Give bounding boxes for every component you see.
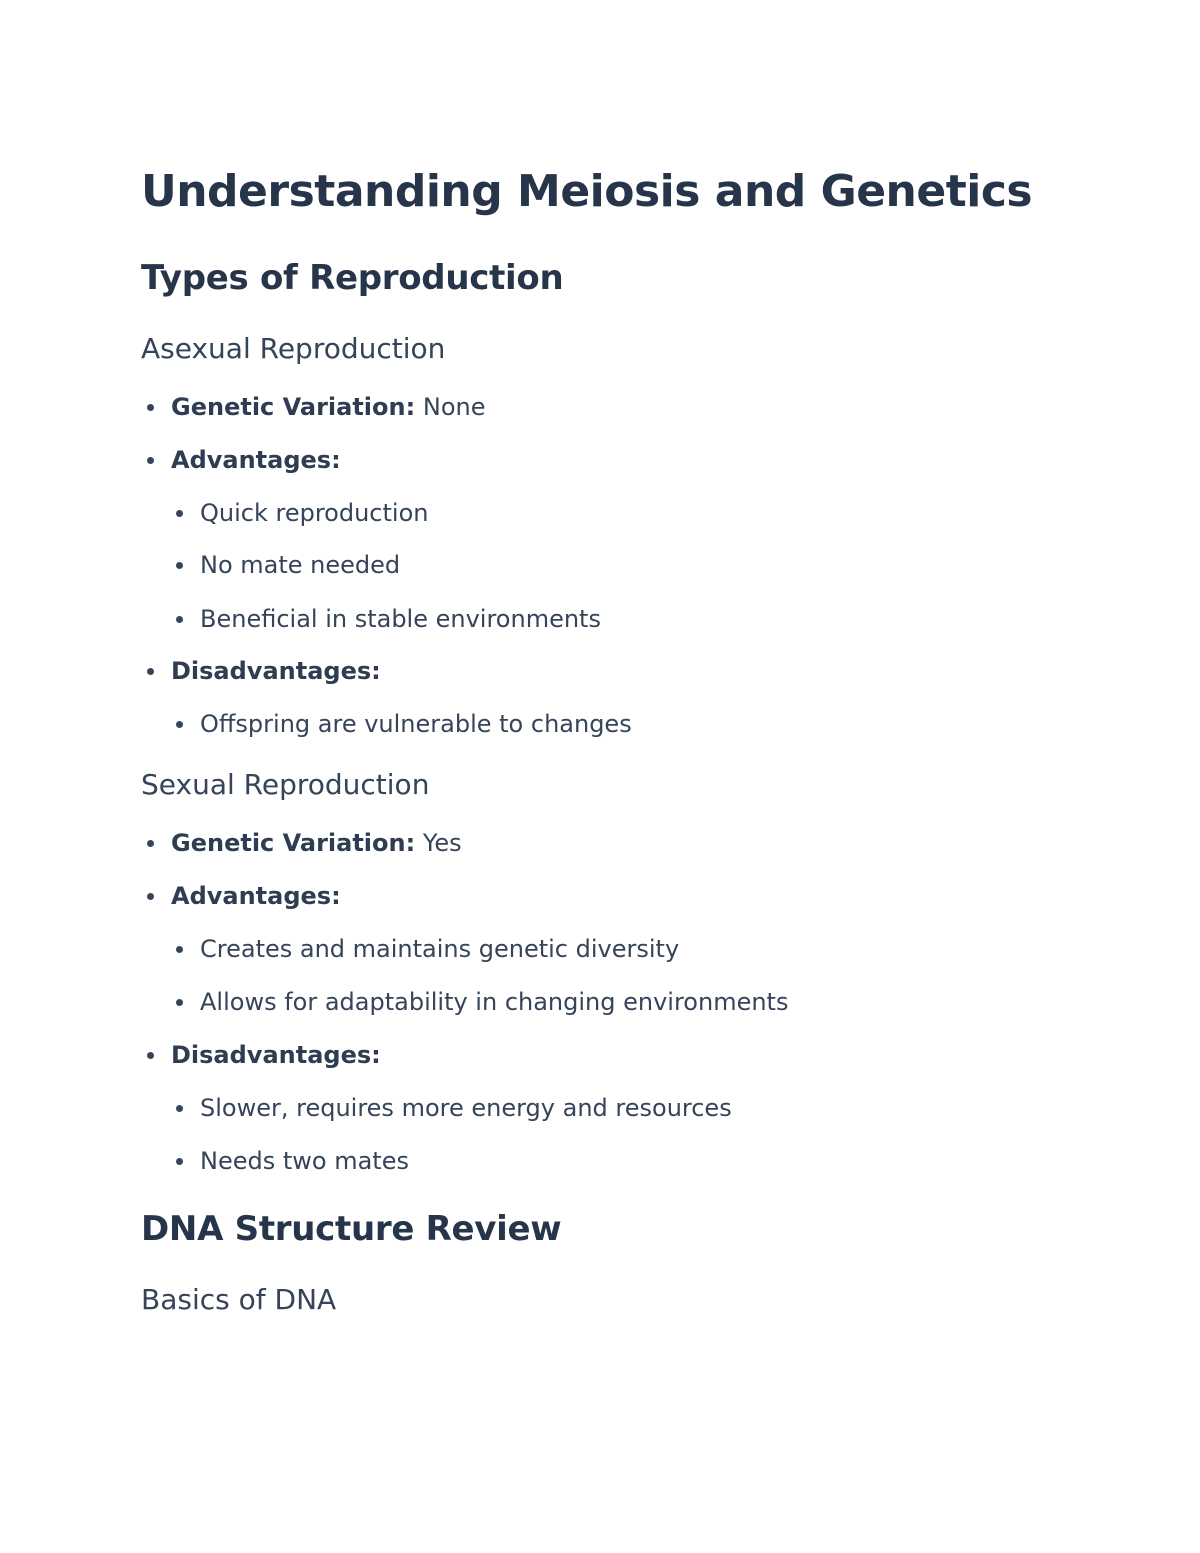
bullet-icon bbox=[147, 668, 154, 675]
bullet-icon bbox=[176, 616, 183, 623]
bullet-icon bbox=[176, 1158, 183, 1165]
subsection-heading-sexual: Sexual Reproduction bbox=[141, 768, 430, 801]
item-label: Disadvantages: bbox=[171, 1041, 381, 1069]
bullet-icon bbox=[147, 457, 154, 464]
item-text: No mate needed bbox=[200, 551, 401, 579]
list-item bbox=[200, 1146, 409, 1176]
item-value: None bbox=[422, 393, 486, 421]
list-item-asexual-disadvantages bbox=[171, 656, 381, 686]
list-item-asexual-advantages bbox=[171, 445, 341, 475]
bullet-icon bbox=[147, 893, 154, 900]
document-title: Understanding Meiosis and Genetics bbox=[141, 166, 1033, 217]
subsection-heading-asexual: Asexual Reproduction bbox=[141, 332, 446, 365]
item-text: Offspring are vulnerable to changes bbox=[200, 710, 632, 738]
item-text: Quick reproduction bbox=[200, 499, 429, 527]
item-label: Advantages: bbox=[171, 446, 341, 474]
item-text: Allows for adaptability in changing environments bbox=[200, 988, 789, 1016]
list-item-sexual-disadvantages bbox=[171, 1040, 381, 1070]
list-item-sexual-variation bbox=[171, 828, 462, 858]
bullet-icon bbox=[147, 1052, 154, 1059]
bullet-icon bbox=[176, 721, 183, 728]
bullet-icon bbox=[176, 1105, 183, 1112]
list-item bbox=[200, 987, 788, 1017]
list-item bbox=[200, 709, 632, 739]
list-item-asexual-variation bbox=[171, 392, 485, 422]
section-heading-dna-structure: DNA Structure Review bbox=[141, 1209, 562, 1249]
bullet-icon bbox=[147, 404, 154, 411]
item-value: Yes bbox=[422, 829, 462, 857]
list-item bbox=[200, 934, 679, 964]
list-item bbox=[200, 1093, 732, 1123]
item-label: Advantages: bbox=[171, 882, 341, 910]
item-label: Genetic Variation: bbox=[171, 829, 416, 857]
item-text: Slower, requires more energy and resources bbox=[200, 1094, 732, 1122]
item-text: Beneficial in stable environments bbox=[200, 605, 601, 633]
item-label: Genetic Variation: bbox=[171, 393, 416, 421]
bullet-icon bbox=[147, 840, 154, 847]
list-item bbox=[200, 498, 428, 528]
item-text: Creates and maintains genetic diversity bbox=[200, 935, 680, 963]
item-text: Needs two mates bbox=[200, 1147, 409, 1175]
list-item bbox=[200, 550, 400, 580]
bullet-icon bbox=[176, 562, 183, 569]
subsection-heading-basics-of-dna: Basics of DNA bbox=[141, 1283, 337, 1316]
list-item-sexual-advantages bbox=[171, 881, 341, 911]
item-label: Disadvantages: bbox=[171, 657, 381, 685]
bullet-icon bbox=[176, 510, 183, 517]
list-item bbox=[200, 604, 601, 634]
bullet-icon bbox=[176, 999, 183, 1006]
section-heading-types-of-reproduction: Types of Reproduction bbox=[141, 258, 564, 298]
bullet-icon bbox=[176, 946, 183, 953]
